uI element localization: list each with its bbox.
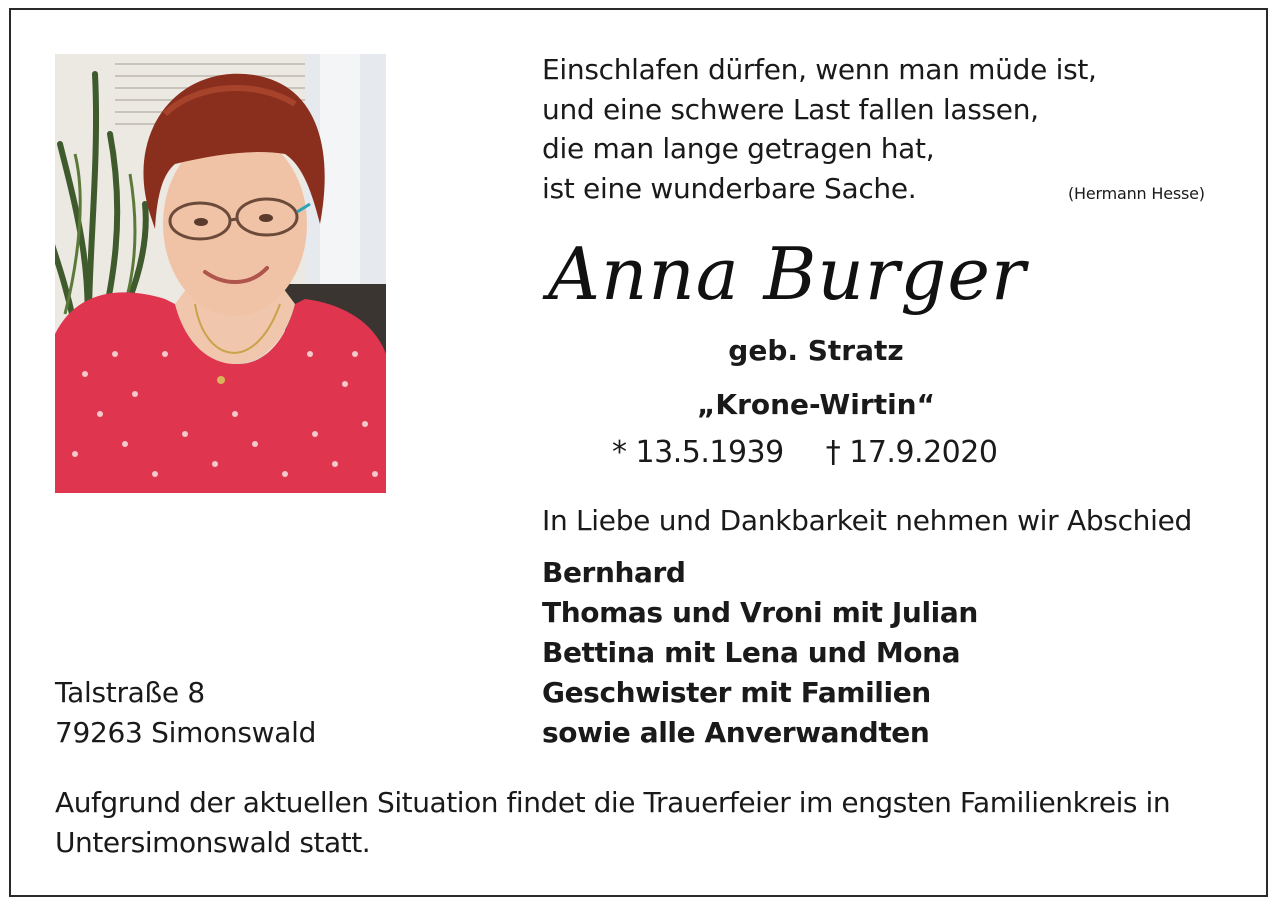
poem-line: ist eine wunderbare Sache. xyxy=(542,171,917,205)
maiden-name: geb. Stratz xyxy=(728,334,904,367)
nickname: „Krone-Wirtin“ xyxy=(696,388,936,421)
mourner: sowie alle Anverwandten xyxy=(542,716,930,749)
funeral-notice: Aufgrund der aktuellen Situation findet die Trauerfeier im engsten Familienkreis in Untersimonswald statt. xyxy=(55,786,1171,859)
mourner: Thomas und Vroni mit Julian xyxy=(542,596,978,629)
mourners-list xyxy=(542,553,978,753)
mourner: Geschwister mit Familien xyxy=(542,676,931,709)
poem-line: und eine schwere Last fallen lassen, xyxy=(542,92,1039,126)
portrait-photo xyxy=(55,54,386,493)
deceased-name: Anna Burger xyxy=(548,232,1027,316)
address xyxy=(55,673,316,753)
life-dates xyxy=(612,435,997,470)
farewell-text: In Liebe und Dankbarkeit nehmen wir Abschied xyxy=(542,504,1192,537)
mourner: Bettina mit Lena und Mona xyxy=(542,636,961,669)
poem-author: (Hermann Hesse) xyxy=(1068,184,1205,203)
address-street: Talstraße 8 xyxy=(55,676,205,709)
address-city: 79263 Simonswald xyxy=(55,716,317,749)
poem-line: Einschlafen dürfen, wenn man müde ist, xyxy=(542,53,1097,86)
mourner: Bernhard xyxy=(542,556,686,589)
poem-line: die man lange getragen hat, xyxy=(542,132,935,165)
birth-date: * 13.5.1939 xyxy=(612,435,784,470)
death-date: † 17.9.2020 xyxy=(825,435,998,470)
